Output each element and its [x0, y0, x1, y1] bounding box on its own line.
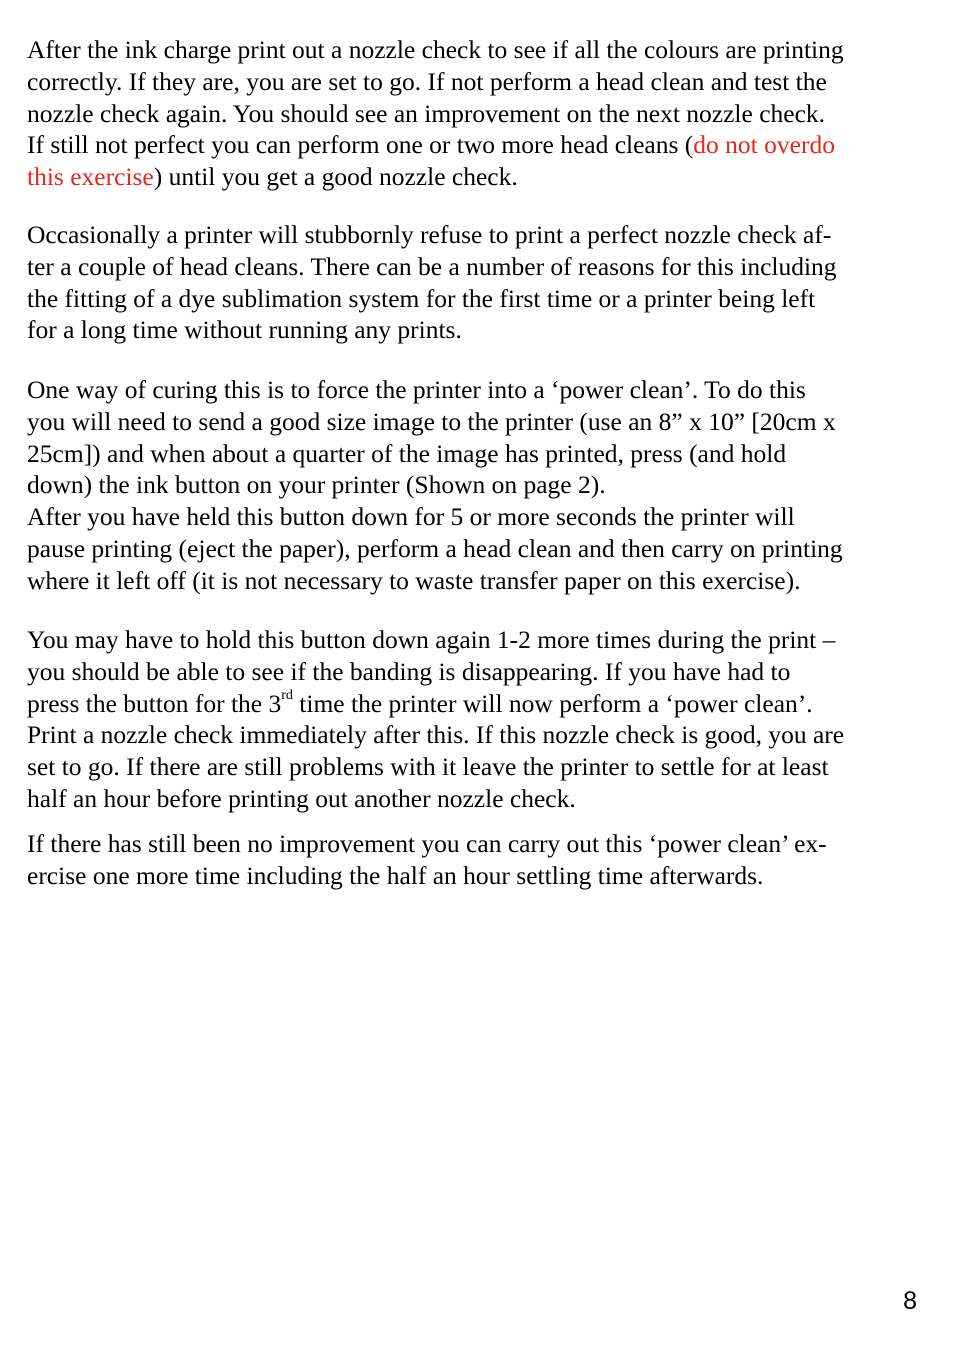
text-line: down) the ink button on your printer (Shown on page 2).	[27, 470, 606, 500]
text-line	[27, 161, 917, 193]
text-line: you should be able to see if the banding is disappearing. If you have had to	[27, 656, 791, 686]
ordinal-superscript: rd	[281, 688, 293, 704]
text-line: pause printing (eject the paper), perform a head clean and then carry on printing	[27, 533, 843, 563]
text-line: set to go. If there are still problems with it leave the printer to settle for at least	[27, 752, 829, 782]
text-line: You may have to hold this button down again 1-2 more times during the print –	[27, 625, 836, 654]
text-segment: If still not perfect you can perform one or two more head cleans (	[27, 130, 694, 160]
text-line: If there has still been no improvement you can carry out this ‘power clean’ ex-	[27, 829, 827, 858]
text-line: for a long time without running any prints.	[27, 315, 462, 345]
paragraph-power-clean	[27, 374, 917, 597]
text-line: you will need to send a good size image to the printer (use an 8” x 10” [20cm x	[27, 406, 836, 436]
text-segment: time the printer will now perform a ‘power clean’.	[292, 688, 813, 718]
text-line: where it left off (it is not necessary to waste transfer paper on this exercise).	[27, 565, 801, 595]
warning-text: do not overdo	[693, 130, 835, 160]
text-line: After you have held this button down for 5 or more seconds the printer will	[27, 502, 795, 532]
text-line: half an hour before printing out another nozzle check.	[27, 783, 576, 813]
paragraph-repeat-button	[27, 624, 917, 815]
text-line: Occasionally a printer will stubbornly refuse to print a perfect nozzle check af-	[27, 220, 832, 249]
text-line: One way of curing this is to force the printer into a ‘power clean’. To do this	[27, 375, 806, 404]
text-line	[27, 129, 917, 161]
paragraph-final-attempt	[27, 828, 917, 892]
text-line: nozzle check again. You should see an improvement on the next nozzle check.	[27, 98, 826, 128]
text-line: correctly. If they are, you are set to go. If not perform a head clean and test the	[27, 66, 827, 96]
paragraph-nozzle-check	[27, 34, 917, 193]
text-line: ercise one more time including the half an hour settling time afterwards.	[27, 860, 764, 890]
text-line: ter a couple of head cleans. There can be a number of reasons for this including	[27, 251, 837, 281]
paragraph-stubborn-printer	[27, 219, 917, 346]
text-line: After the ink charge print out a nozzle check to see if all the colours are printing	[27, 35, 844, 64]
text-line: 25cm]) and when about a quarter of the image has printed, press (and hold	[27, 438, 787, 468]
page-number: 8	[903, 1287, 917, 1315]
warning-text: this exercise	[27, 162, 154, 192]
text-segment: press the button for the 3	[27, 688, 282, 718]
text-segment: ) until you get a good nozzle check.	[153, 162, 518, 192]
text-line	[27, 688, 917, 720]
text-line: the fitting of a dye sublimation system for the first time or a printer being left	[27, 283, 816, 313]
text-line: Print a nozzle check immediately after this. If this nozzle check is good, you are	[27, 720, 845, 750]
